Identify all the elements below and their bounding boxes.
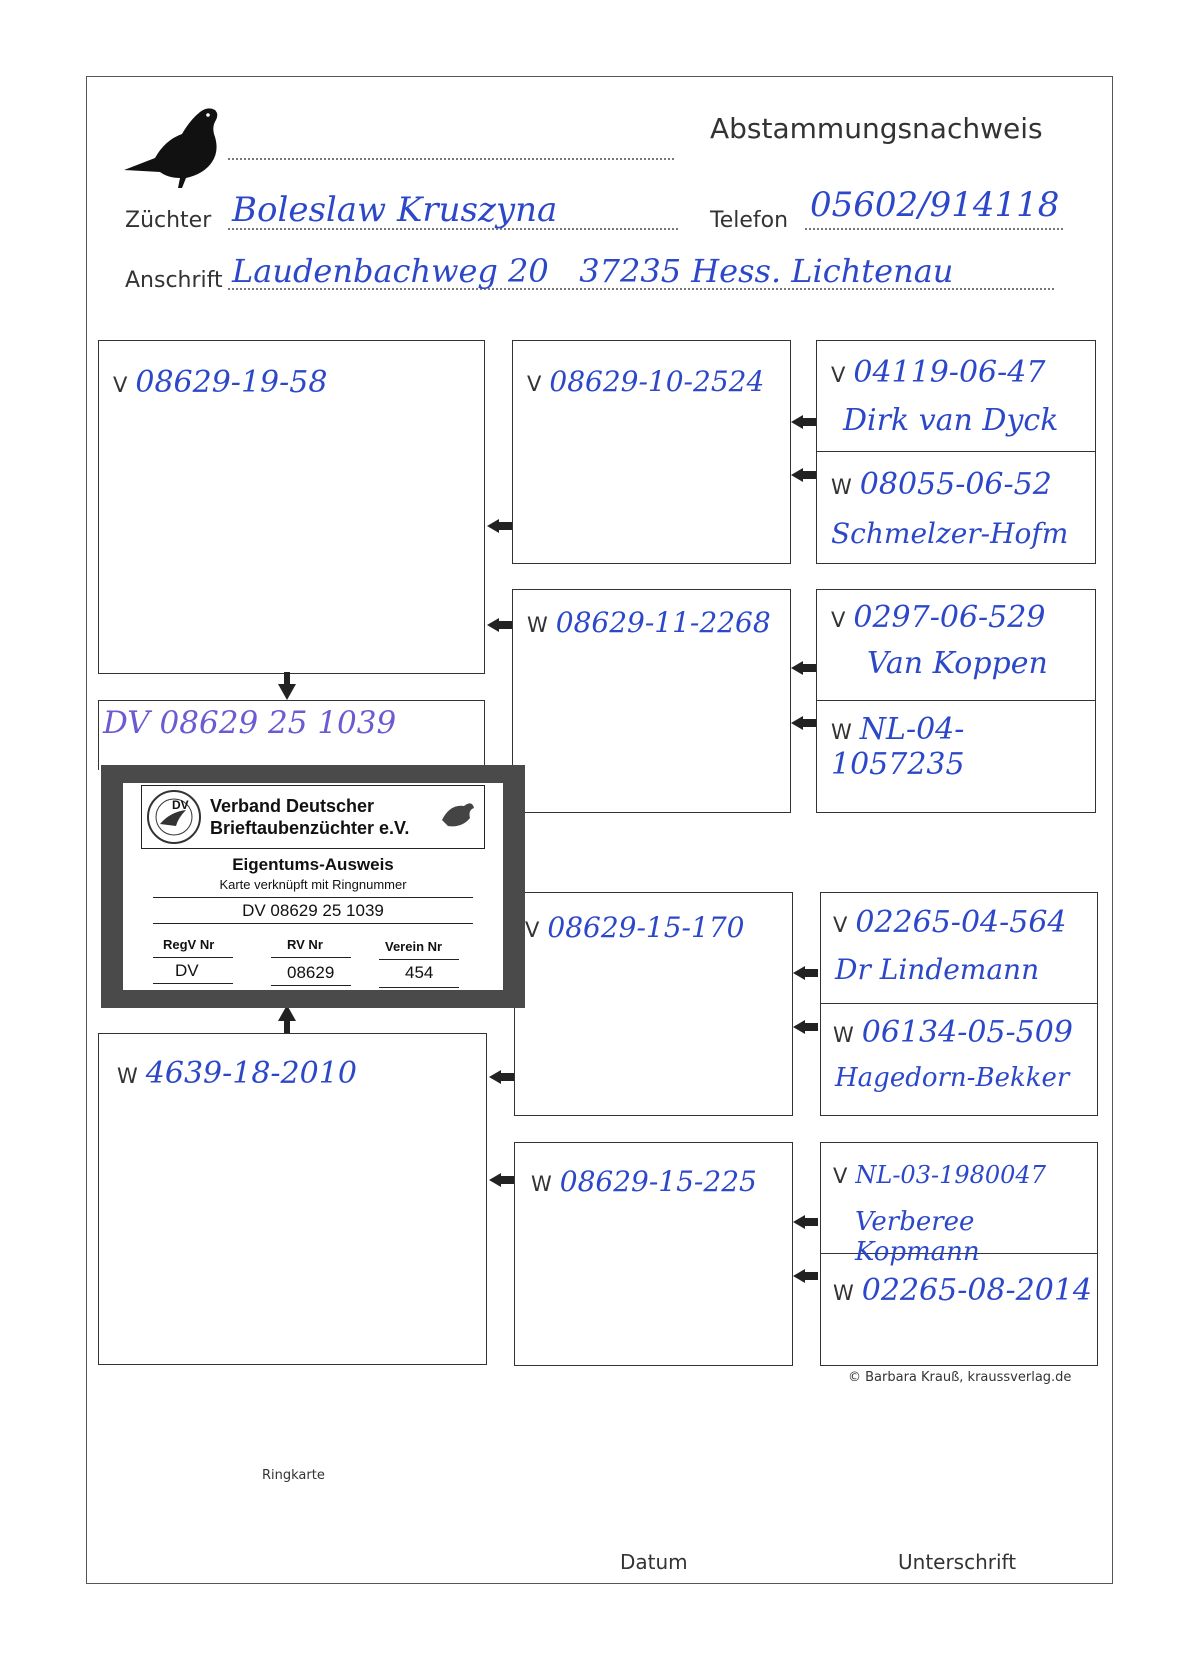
breeder-name: Verberee Kopmann: [855, 1207, 980, 1267]
sex-prefix: V: [831, 608, 846, 632]
ring: 08629-15-225: [559, 1165, 757, 1198]
divider: [271, 957, 351, 958]
sex-prefix: V: [833, 913, 848, 937]
bird-box: [98, 700, 485, 770]
sex-prefix: V: [113, 373, 128, 397]
divider: [379, 959, 459, 960]
ggp-pair-4: [820, 1142, 1098, 1366]
ring: 04119-06-47: [853, 355, 1046, 390]
col1-label: RegV Nr: [163, 937, 215, 952]
sex-prefix: V: [525, 918, 540, 942]
copyright: © Barbara Krauß, kraussverlag.de: [848, 1370, 1072, 1385]
sex-prefix: V: [527, 372, 542, 396]
ring: 08629-10-2524: [549, 365, 765, 398]
sex-prefix: V: [831, 363, 846, 387]
divider: [379, 987, 459, 988]
col2-label: RV Nr: [287, 937, 323, 952]
signature-label: Unterschrift: [898, 1550, 1017, 1574]
bird-ring: DV 08629 25 1039: [103, 705, 397, 741]
dam-sire-box: [514, 892, 793, 1116]
divider: [153, 897, 473, 898]
ring: 08629-15-170: [547, 911, 745, 944]
ringkarte-label: Ringkarte: [262, 1468, 325, 1483]
sire-dam-box: [512, 589, 791, 813]
divider: [153, 957, 233, 958]
arrow-down-icon: [276, 672, 298, 702]
divider: [153, 983, 233, 984]
col3-label: Verein Nr: [385, 939, 443, 954]
pigeon-icon: [120, 100, 230, 195]
sex-prefix: W: [833, 1023, 854, 1047]
org-line-1: Verband Deutscher: [210, 796, 375, 816]
dam-box: [98, 1033, 487, 1365]
ring: 02265-08-2014: [861, 1273, 1092, 1308]
ggp-pair-3: [820, 892, 1098, 1116]
ring: NL-04-1057235: [831, 712, 965, 782]
dam-ring: 4639-18-2010: [145, 1056, 357, 1091]
sex-prefix: W: [531, 1172, 552, 1196]
card-heading: Eigentums-Ausweis: [232, 855, 394, 874]
breeder-name: Dr Lindemann: [835, 953, 1040, 986]
breeder-name: Van Koppen: [867, 646, 1048, 681]
ring: 08055-06-52: [859, 467, 1052, 502]
ownership-card: [101, 765, 525, 1008]
sex-prefix: V: [833, 1164, 848, 1188]
dv-logo-icon: [146, 788, 202, 846]
ring: 02265-04-564: [855, 905, 1067, 940]
sex-prefix: W: [527, 613, 548, 637]
org-line-2: Brieftaubenzüchter e.V.: [210, 818, 410, 838]
card-header: [141, 785, 485, 849]
arrow-up-icon: [276, 1005, 298, 1035]
phone-line: [805, 228, 1063, 230]
dotted-line: [228, 158, 674, 160]
date-label: Datum: [620, 1550, 688, 1574]
ring: 08629-11-2268: [555, 606, 771, 639]
sex-prefix: W: [833, 1281, 854, 1305]
page-title: Abstammungsnachweis: [710, 112, 1043, 145]
breeder-name: Schmelzer-Hofm: [831, 517, 1069, 550]
breeder-label: Züchter: [125, 208, 212, 233]
ring: NL-03-1980047: [855, 1161, 1046, 1189]
sire-ring: 08629-19-58: [135, 365, 328, 400]
col2-value: 08629: [287, 963, 335, 982]
breeder-name: Dirk van Dyck: [843, 403, 1059, 438]
phone-label: Telefon: [710, 208, 789, 233]
sex-prefix: W: [831, 720, 852, 744]
ggp-pair-1: [816, 340, 1096, 564]
dam-dam-box: [514, 1142, 793, 1366]
divider: [271, 985, 351, 986]
ring: 06134-05-509: [861, 1015, 1073, 1050]
phone-value: 05602/914118: [810, 185, 1060, 225]
sex-prefix: W: [117, 1064, 138, 1088]
sire-sire-box: [512, 340, 791, 564]
address-label: Anschrift: [125, 268, 223, 293]
ggp-pair-2: [816, 589, 1096, 813]
sire-box: [98, 340, 485, 674]
divider: [153, 923, 473, 924]
ring: 0297-06-529: [853, 600, 1046, 635]
pigeon-emblem-icon: [438, 796, 478, 832]
breeder-name: Hagedorn-Bekker: [835, 1063, 1070, 1093]
col1-value: DV: [175, 961, 199, 980]
card-ring-number: DV 08629 25 1039: [242, 901, 384, 920]
sex-prefix: W: [831, 475, 852, 499]
breeder-value: Boleslaw Kruszyna: [232, 190, 558, 230]
card-subheading: Karte verknüpft mit Ringnummer: [219, 877, 407, 892]
logo-letters: DV: [172, 798, 189, 812]
col3-value: 454: [405, 963, 434, 982]
address-value: Laudenbachweg 20 37235 Hess. Lichtenau: [232, 252, 954, 290]
